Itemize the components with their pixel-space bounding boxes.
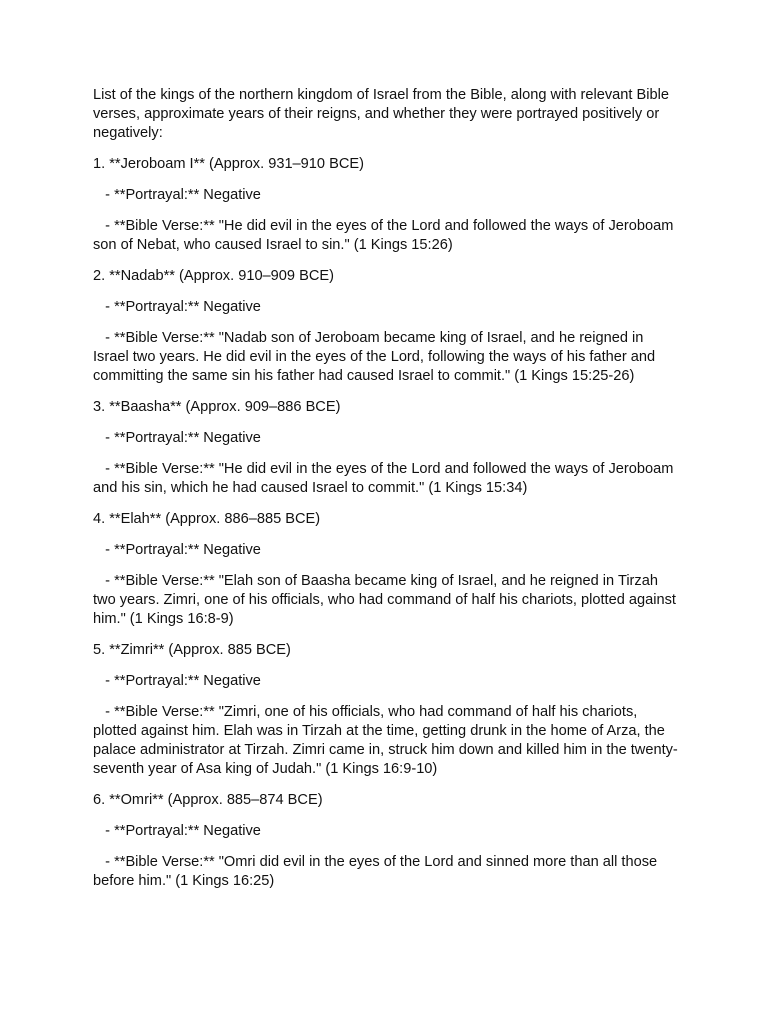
portrayal-line: - **Portrayal:** Negative	[93, 299, 261, 315]
portrayal-line: - **Portrayal:** Negative	[93, 673, 261, 689]
king-heading: 6. **Omri** (Approx. 885–874 BCE)	[93, 792, 323, 808]
portrayal-line: - **Portrayal:** Negative	[93, 430, 261, 446]
portrayal-line: - **Portrayal:** Negative	[93, 823, 261, 839]
bible-verse-line: - **Bible Verse:** "Omri did evil in the eyes of the Lord and sinned more than all those before him." (1 Kings 16:25)	[93, 854, 662, 889]
portrayal-line: - **Portrayal:** Negative	[93, 187, 261, 203]
portrayal-line: - **Portrayal:** Negative	[93, 542, 261, 558]
bible-verse-line: - **Bible Verse:** "He did evil in the eyes of the Lord and followed the ways of Jeroboam son of Nebat, who caused Israel to sin." (1 Kings 15:26)	[93, 218, 678, 253]
bible-verse-line: - **Bible Verse:** "Nadab son of Jeroboam became king of Israel, and he reigned in Israel two years. He did evil in the eyes of the Lord, following the ways of his father and committing the same sin his father had caused Israel to commit." (1 Kings 15:25-26)	[93, 330, 660, 384]
king-heading: 2. **Nadab** (Approx. 910–909 BCE)	[93, 268, 334, 284]
king-heading: 4. **Elah** (Approx. 886–885 BCE)	[93, 511, 321, 527]
document-page	[93, 86, 683, 903]
bible-verse-line: - **Bible Verse:** "Zimri, one of his officials, who had command of half his chariots, plotted against him. Elah was in Tirzah at the time, getting drunk in the home of Arza, the palace administrator at Tirzah. Zimri came in, struck him down and killed him in the twenty-seventh year of Asa king of Judah." (1 Kings 16:9-10)	[93, 704, 678, 777]
king-heading: 3. **Baasha** (Approx. 909–886 BCE)	[93, 399, 341, 415]
bible-verse-line: - **Bible Verse:** "Elah son of Baasha became king of Israel, and he reigned in Tirzah two years. Zimri, one of his officials, who had command of half his chariots, plotted against him." (1 Kings 16:8-9)	[93, 573, 681, 627]
king-heading: 1. **Jeroboam I** (Approx. 931–910 BCE)	[93, 156, 364, 172]
king-heading: 5. **Zimri** (Approx. 885 BCE)	[93, 642, 291, 658]
intro-paragraph: List of the kings of the northern kingdom of Israel from the Bible, along with relevant Bible verses, approximate years of their reigns, and whether they were portrayed positively or negatively:	[93, 87, 674, 141]
bible-verse-line: - **Bible Verse:** "He did evil in the eyes of the Lord and followed the ways of Jeroboam and his sin, which he had caused Israel to commit." (1 Kings 15:34)	[93, 461, 678, 496]
